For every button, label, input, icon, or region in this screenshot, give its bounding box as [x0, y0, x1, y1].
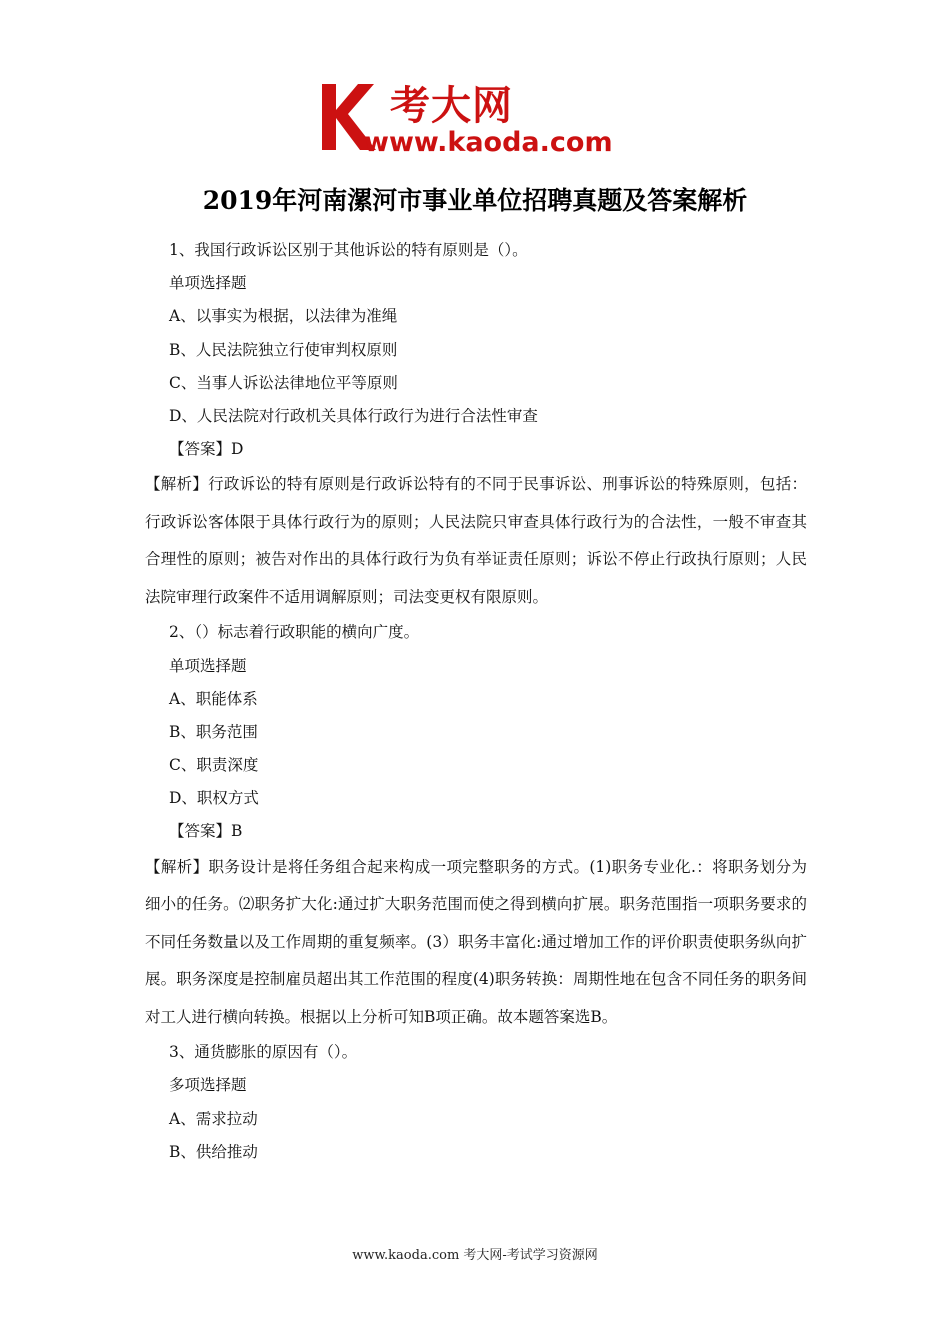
question-2-analysis: 【解析】职务设计是将任务组合起来构成一项完整职务的方式。(1)职务专业化.：将职务划分为细小的任务。⑵职务扩大化:通过扩大职务范围而使之得到横向扩展。职务范围指一项职务要求的不同任务数量以及工作周期的重复频率。(3）职务丰富化:通过增加工作的评价职责使职务纵向扩展。职务深度是控制雇员超出其工作范围的程度(4)职务转换：周期性地在包含不同任务的职务间对工人进行横向转换。根据以上分析可知B项正确。故本题答案选B。: [145, 857, 807, 1026]
page-title: 2019年河南漯河市事业单位招聘真题及答案解析: [202, 186, 748, 215]
question-3-option-b: B、供给推动: [169, 1142, 258, 1161]
kaoda-logo: [318, 82, 648, 160]
question-3-stem: 3、通货膨胀的原因有（）。: [169, 1043, 358, 1062]
question-2-stem: 2、（）标志着行政职能的横向广度。: [169, 623, 420, 642]
question-2-option-d: D、职权方式: [169, 789, 259, 808]
question-2-type: 单项选择题: [169, 656, 247, 675]
question-1-analysis: 【解析】行政诉讼的特有原则是行政诉讼特有的不同于民事诉讼、刑事诉讼的特殊原则，包括：行政诉讼客体限于具体行政行为的原则；人民法院只审查具体行政行为的合法性，一般不审查其合理性的原则；被告对作出的具体行政行为负有举证责任原则；诉讼不停止行政执行原则；人民法院审理行政案件不适用调解原则；司法变更权有限原则。: [145, 475, 807, 606]
question-3-type: 多项选择题: [169, 1076, 247, 1095]
question-1-option-c: C、当事人诉讼法律地位平等原则: [169, 373, 398, 392]
question-2-option-a: A、职能体系: [169, 689, 258, 708]
question-1-option-b: B、人民法院独立行使审判权原则: [169, 340, 398, 359]
question-1-option-d: D、人民法院对行政机关具体行政行为进行合法性审查: [169, 406, 538, 425]
question-1-option-a: A、以事实为根据，以法律为准绳: [169, 307, 398, 326]
question-1-type: 单项选择题: [169, 274, 247, 293]
question-2-option-b: B、职务范围: [169, 722, 258, 741]
logo-url-text: www.kaoda.com: [364, 127, 613, 158]
question-2-answer: 【答案】B: [169, 822, 243, 841]
question-2-option-c: C、职责深度: [169, 756, 259, 775]
logo-cn-text: 考大网: [390, 83, 513, 129]
page-footer: www.kaoda.com 考大网-考试学习资源网: [352, 1248, 598, 1263]
document-body: [145, 234, 807, 1169]
question-3-option-a: A、需求拉动: [169, 1109, 258, 1128]
question-1-stem: 1、我国行政诉讼区别于其他诉讼的特有原则是（）。: [169, 241, 528, 259]
question-1-answer: 【答案】D: [169, 440, 244, 459]
